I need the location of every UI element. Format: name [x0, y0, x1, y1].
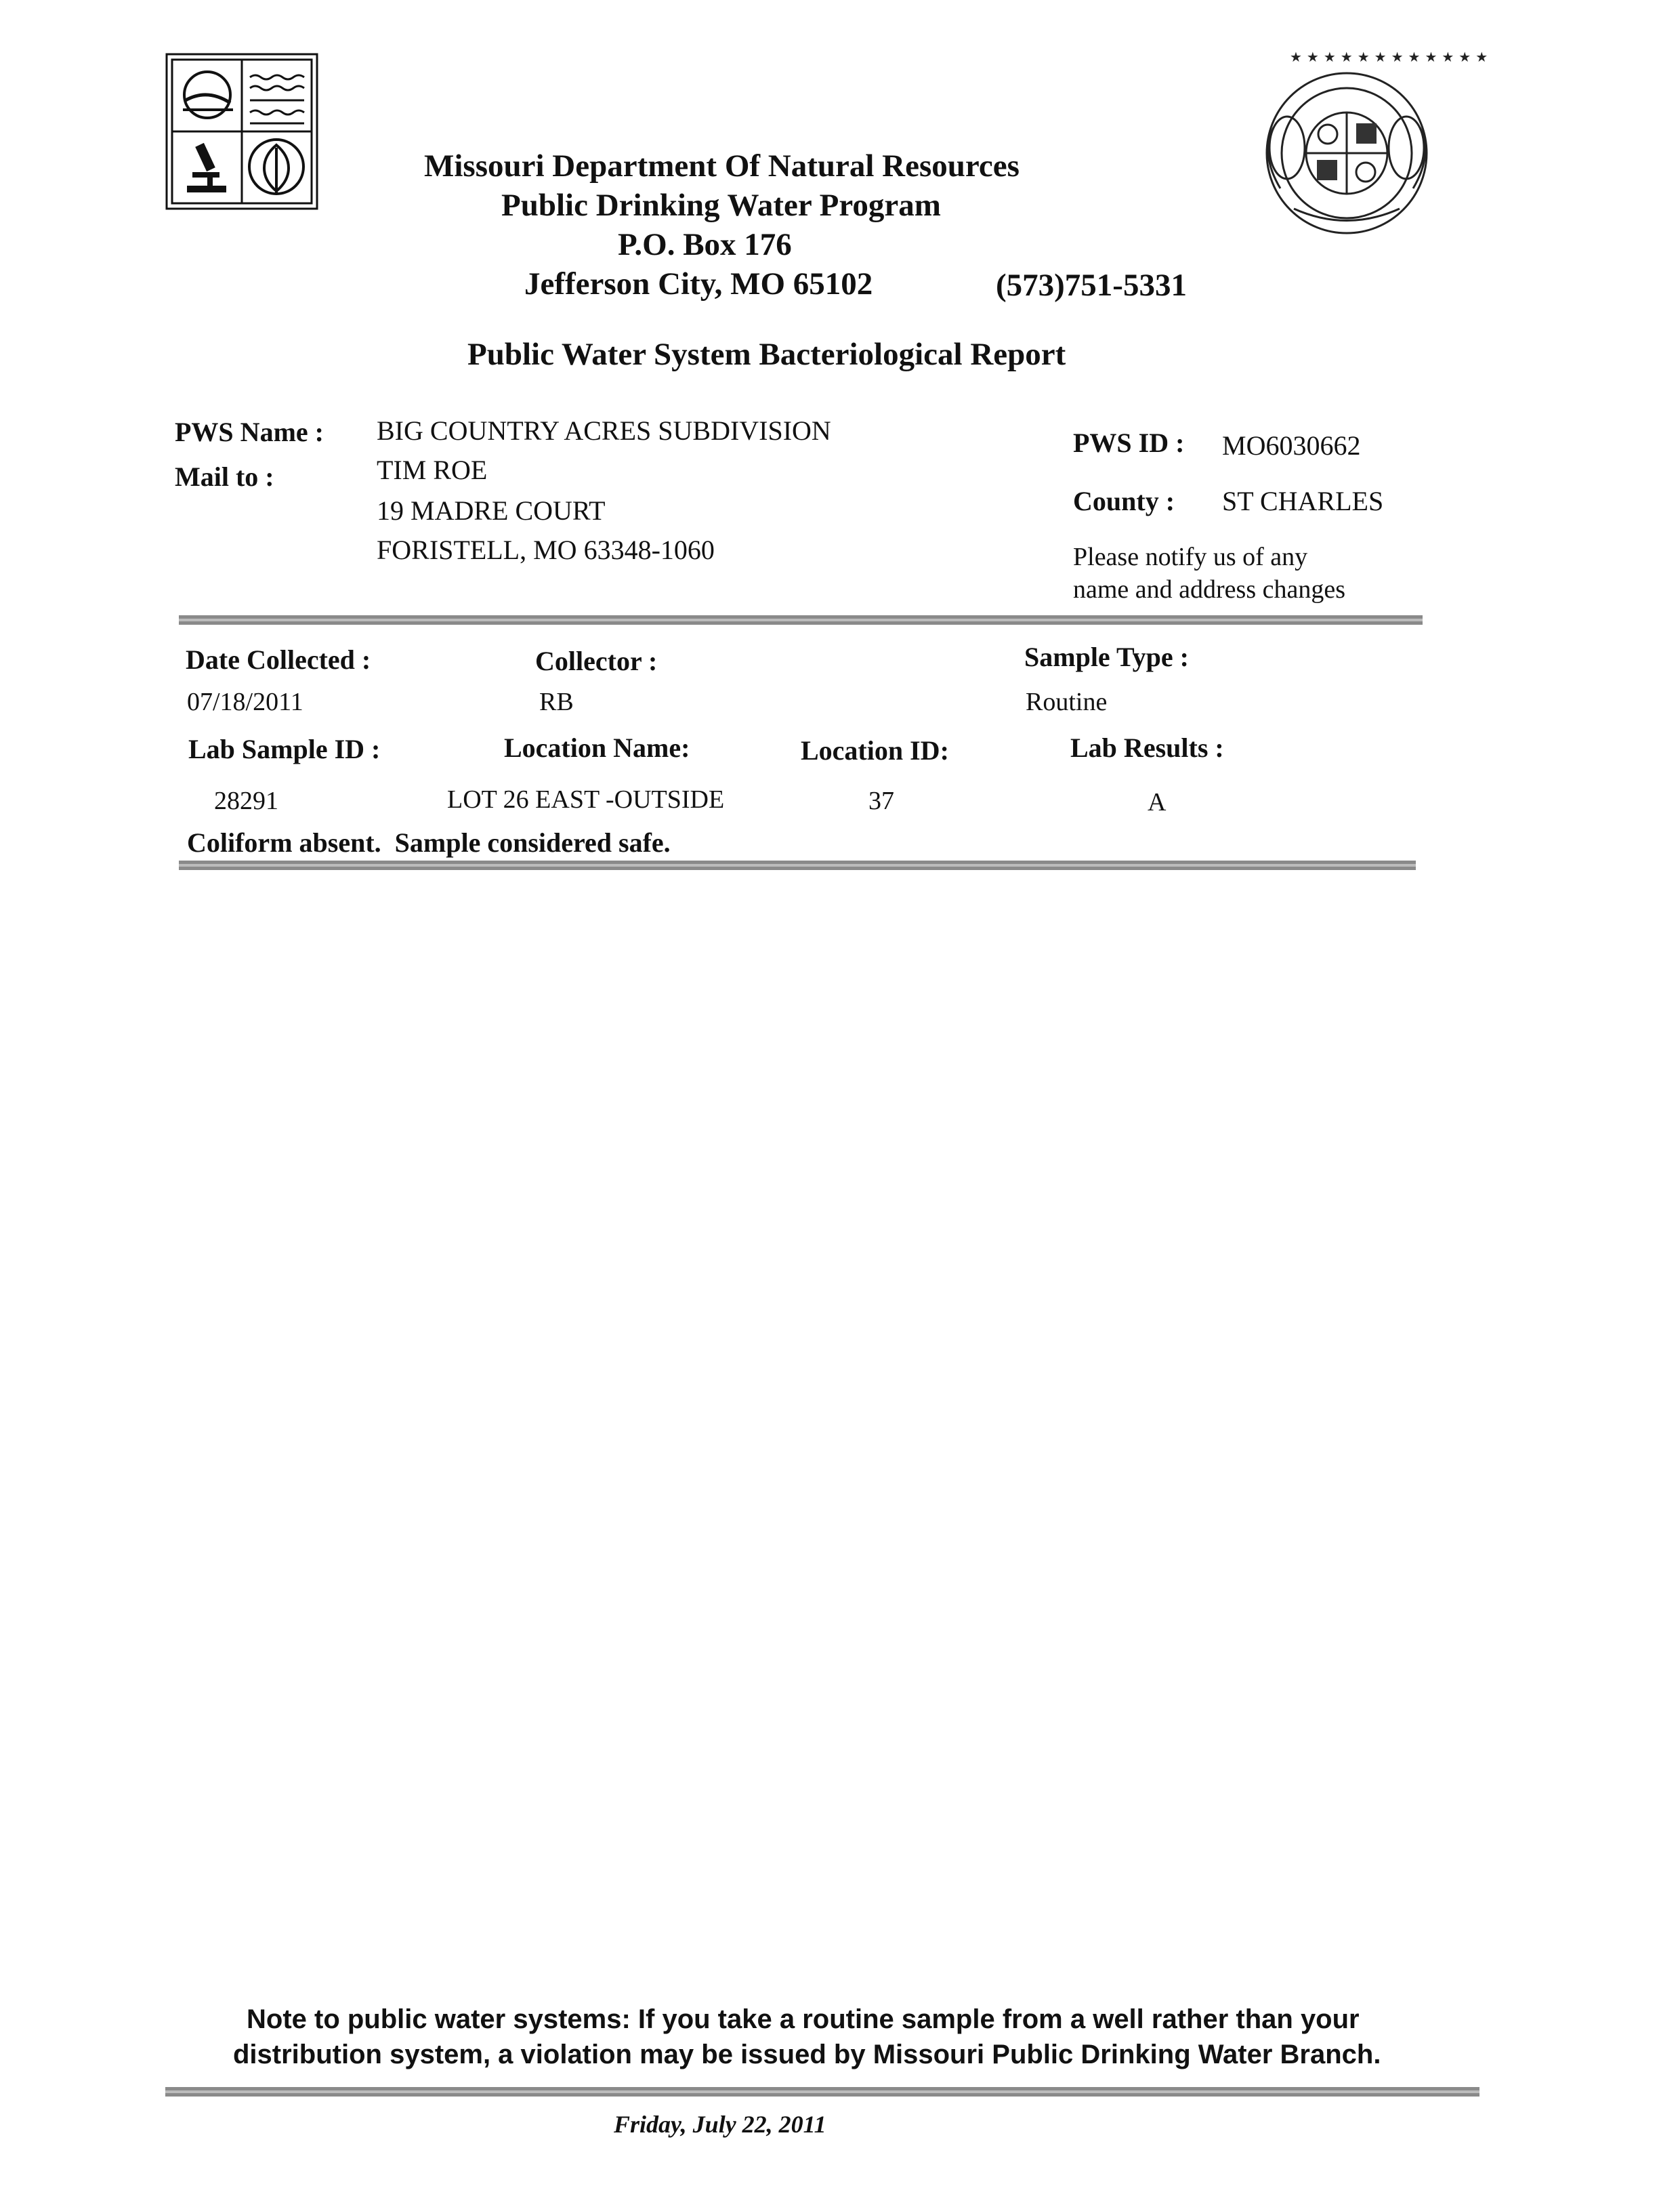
- lab-sample-id-label: Lab Sample ID :: [188, 734, 381, 764]
- divider-top: [179, 615, 1423, 625]
- notify-line-2: name and address changes: [1073, 575, 1346, 604]
- pws-id: MO6030662: [1222, 430, 1361, 461]
- note-line-1: Note to public water systems: If you take a routine sample from a well rather than your: [247, 2004, 1360, 2034]
- lab-sample-id: 28291: [214, 787, 278, 815]
- sample-type: Routine: [1026, 688, 1108, 716]
- divider-bottom: [165, 2087, 1479, 2097]
- seal-stars: ★ ★ ★ ★ ★ ★ ★ ★ ★ ★ ★ ★: [1290, 50, 1489, 65]
- collector-label: Collector :: [535, 646, 658, 676]
- pws-name-label: PWS Name :: [175, 417, 324, 447]
- county: ST CHARLES: [1222, 486, 1384, 516]
- mail-street: 19 MADRE COURT: [377, 495, 606, 526]
- location-id-label: Location ID:: [801, 735, 949, 766]
- mail-recipient: TIM ROE: [377, 455, 488, 485]
- agency-name: Missouri Department Of Natural Resources: [424, 148, 1020, 184]
- report-title: Public Water System Bacteriological Report: [467, 337, 1066, 372]
- date-collected: 07/18/2011: [187, 688, 303, 716]
- mail-to-label: Mail to :: [175, 461, 274, 492]
- mail-city: FORISTELL, MO 63348-1060: [377, 535, 715, 565]
- dnr-logo: [165, 53, 318, 210]
- program-name: Public Drinking Water Program: [501, 188, 941, 223]
- location-name: LOT 26 EAST -OUTSIDE: [447, 785, 725, 814]
- notify-line-1: Please notify us of any: [1073, 543, 1308, 571]
- location-name-label: Location Name:: [504, 732, 690, 763]
- phone-number: (573)751-5331: [996, 268, 1187, 303]
- result-summary: Coliform absent. Sample considered safe.: [187, 827, 671, 858]
- pws-id-label: PWS ID :: [1073, 428, 1185, 458]
- lab-result: A: [1148, 788, 1167, 817]
- sample-type-label: Sample Type :: [1024, 642, 1189, 672]
- city-address: Jefferson City, MO 65102: [524, 266, 873, 302]
- location-id: 37: [868, 787, 894, 815]
- date-collected-label: Date Collected :: [186, 644, 371, 675]
- report-date: Friday, July 22, 2011: [614, 2111, 826, 2138]
- collector: RB: [539, 688, 574, 716]
- note-line-2: distribution system, a violation may be issued by Missouri Public Drinking Water Branch.: [233, 2040, 1381, 2069]
- pws-name: BIG COUNTRY ACRES SUBDIVISION: [377, 415, 831, 446]
- county-label: County :: [1073, 486, 1175, 516]
- po-box: P.O. Box 176: [618, 227, 792, 262]
- lab-results-label: Lab Results :: [1070, 732, 1224, 763]
- divider-results: [179, 861, 1416, 870]
- missouri-state-seal: [1246, 46, 1489, 244]
